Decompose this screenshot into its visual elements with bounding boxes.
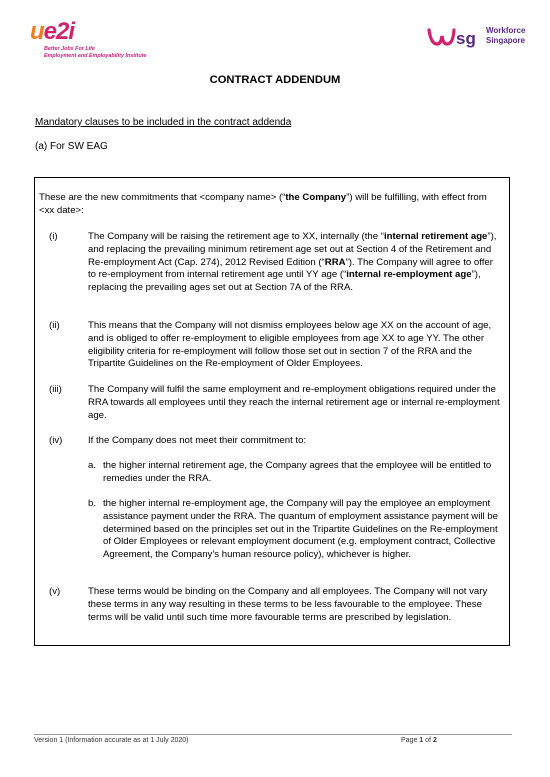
page-header [0,0,550,70]
version-note: Version 1 (Information accurate as at 1 July 2020) [34,737,189,744]
page-of: of [423,737,433,744]
page-label: Page [401,737,420,744]
clause-number: (v) [49,586,61,597]
clause-text: If the Company does not meet their commitment to: [88,435,307,446]
clause-text [88,231,500,295]
intro-text-post: ”) will be fulfilling, with effect from <xx date>: [39,192,487,216]
wsg-logo-mark [426,24,484,50]
clause-i-bold-term: internal re-employment age [346,269,472,281]
page-number [401,737,437,744]
workforce-singapore-logo [426,24,526,54]
subclause-letter: b. [88,498,97,509]
e2i-logo [30,18,150,62]
subclause-text: the higher internal re-employment age, the Company will pay the employee an employment assistance payment under the RRA. The quantum of employment assistance payment will be determined based on the principles set out in the Tripartite Guidelines on the Re-employment of Older Employees or relevant employment document (e.g. employment contract, Collective Agreement, the Company’s human resource policy), whichever is higher. [103,498,498,561]
footer-divider [34,734,512,735]
clause-number: (ii) [49,320,60,331]
clause-number: (iv) [49,435,63,446]
mandatory-heading: Mandatory clauses to be included in the contract addenda [35,117,292,128]
clause-text: This means that the Company will not dismiss employees below age XX on the account of age, and is obliged to offer re-employment to eligible employees from age XX to age YY. The other eligibility criteria for re-employment will follow those set out in section 7 of the RRA and the Tripartite Guidelines on the Re-employment of Older Employees. [88,320,492,370]
clause-text: These terms would be binding on the Company and all employees. The Company will not vary these terms in any way resulting in these terms to be less favourable to the employee. These terms will be valid until such time more favourable terms are prescribed by legislation. [88,586,488,623]
e2i-tagline-1: Better Jobs For Life [44,46,95,52]
clause-number: (iii) [49,384,62,395]
e2i-logo-mark: ue2i [30,18,75,45]
clause-number: (i) [49,231,58,242]
commitments-intro [39,192,504,218]
intro-text-pre: These are the new commitments that <company name> (“ [39,192,286,203]
subclause-text: the higher internal retirement age, the Company agrees that the employee will be entitled to remedies under the RRA. [103,460,492,484]
subclause-letter: a. [88,460,97,471]
page-total: 2 [432,737,437,744]
clause-i-bold-term: internal retirement age [383,231,488,242]
commitments-box [34,177,510,646]
clause-i-part: ”). The Company will agree to offer to re-employment from internal retirement age until YY age (“ [88,256,493,281]
page-current: 1 [419,737,424,744]
e2i-tagline-2: Employment and Employability Institute [44,53,147,59]
wsg-logo-line-2: Singapore [486,36,526,45]
svg-text:sg: sg [456,29,476,48]
clause-i-part: The Company will be raising the retirement age to XX, internally (the “ [88,231,384,242]
section-subheading: (a) For SW EAG [35,141,108,152]
clause-i-part: ”), and replacing the prevailing minimum retirement age set out at Section 4 of the Retirement and Re-employment Act (Cap. 274), 2012 Revised Edition (“ [88,231,497,268]
clause-text: The Company will fulfil the same employment and re-employment obligations required under the RRA towards all employees until they reach the internal retirement age or internal re-employment age. [88,384,500,421]
wsg-logo-line-1: Workforce [486,26,526,35]
clause-i-part: ”), replacing the prevailing ages set out at Section 7A of the RRA. [88,269,481,294]
intro-company-term: the Company [285,192,347,203]
page-title: CONTRACT ADDENDUM [209,74,341,86]
clause-i-bold-term: RRA [324,256,346,268]
